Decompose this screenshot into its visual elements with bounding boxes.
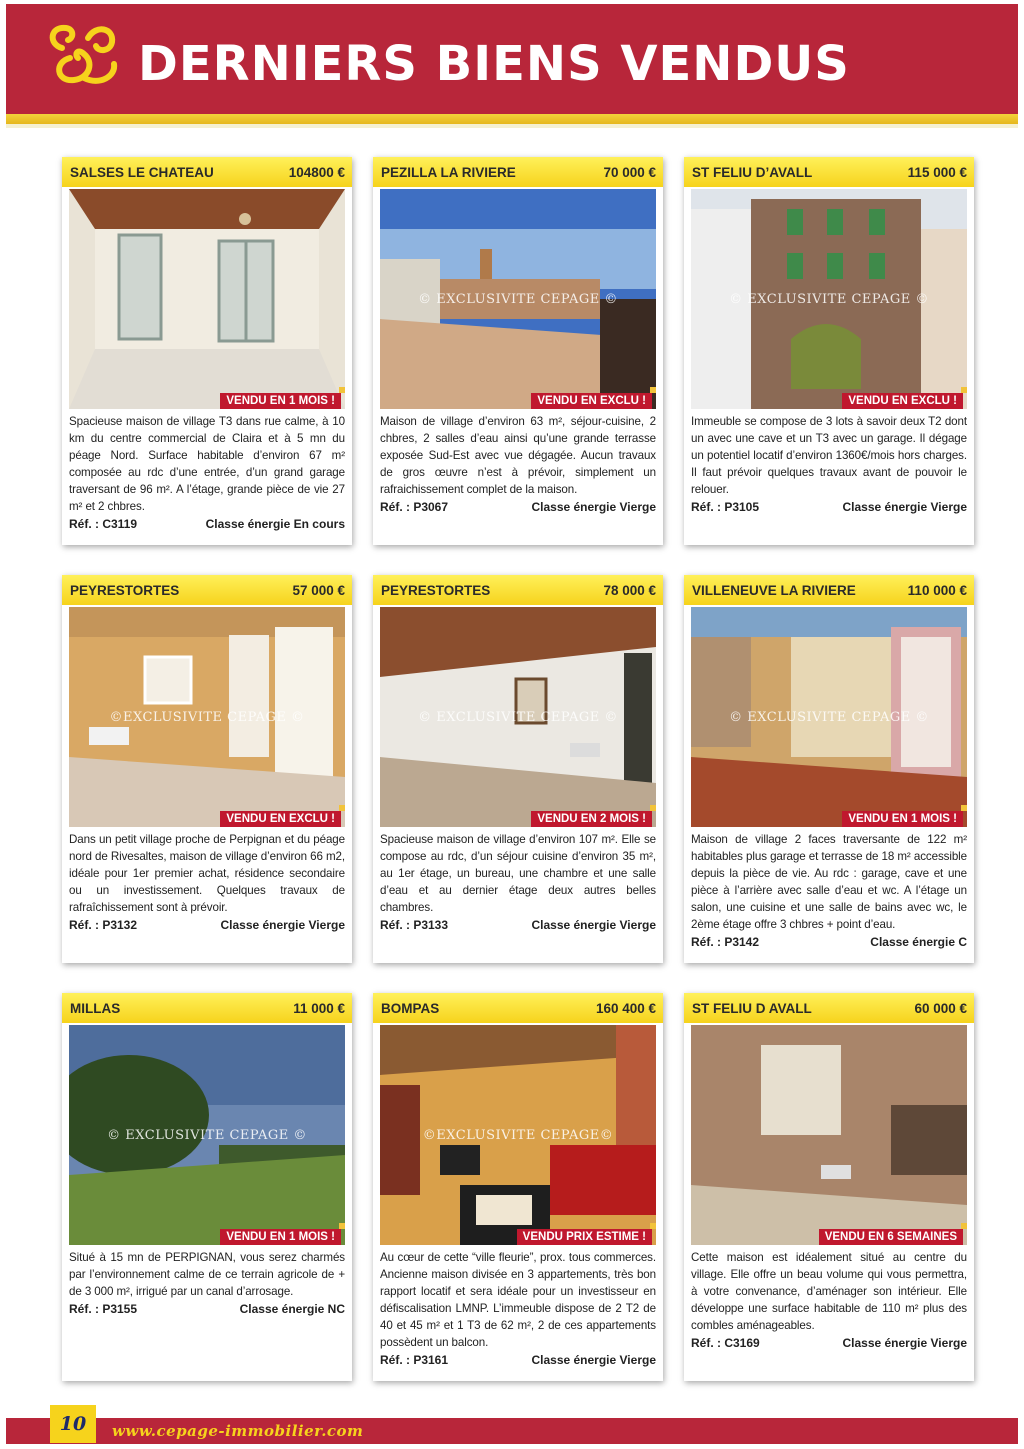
listing-price: 11 000 € xyxy=(293,1000,345,1016)
energy-class: Classe énergie En cours xyxy=(205,517,345,531)
page-number: 10 xyxy=(50,1405,96,1443)
listing-price: 57 000 € xyxy=(292,582,345,598)
listing-header xyxy=(684,575,974,605)
listing-reference: Réf. : P3105 xyxy=(691,500,760,514)
listing-price: 104800 € xyxy=(288,164,345,180)
listing-price: 60 000 € xyxy=(914,1000,967,1016)
listing-photo[interactable] xyxy=(691,189,967,409)
listing-photo[interactable] xyxy=(380,189,656,409)
listing-footer xyxy=(380,1353,656,1367)
listing-reference: Réf. : P3155 xyxy=(69,1302,138,1316)
energy-class: Classe énergie Vierge xyxy=(842,500,967,514)
listing-town: PEYRESTORTES xyxy=(70,582,180,598)
listing-description: Immeuble se compose de 3 lots à savoir deux T2 dont un avec une cave et un T3 avec un garage. Il dégage un potentiel locatif d’environ 1360€/mois hors charges. Il faut prévoir quelques travaux avant de pouvoir le relouer. xyxy=(691,415,967,496)
listing-reference: Réf. : C3119 xyxy=(69,517,138,531)
photo-watermark: © EXCLUSIVITE CEPAGE © xyxy=(729,292,929,307)
energy-class: Classe énergie Vierge xyxy=(531,500,656,514)
listing-header xyxy=(373,575,663,605)
listing-description: Spacieuse maison de village T3 dans rue calme, à 10 km du centre commercial de Claira et à 5 mn du péage Nord. Surface habitable d’environ 67 m² composée au rdc d’une entrée, d’un grand garage traversant de 96 m². A l’étage, grande pièce de vie 27 m² et 2 chbres. xyxy=(69,415,345,513)
listing-footer xyxy=(691,1336,967,1350)
listing-town: SALSES LE CHATEAU xyxy=(70,164,214,180)
photo-watermark: © EXCLUSIVITE CEPAGE © xyxy=(107,1128,307,1143)
listing-footer xyxy=(380,500,656,514)
listing-photo[interactable] xyxy=(69,189,345,409)
listing-photo[interactable] xyxy=(691,607,967,827)
listing-description: Dans un petit village proche de Perpignan et du péage nord de Rivesaltes, maison de village d’environ 66 m2, idéale pour 1er premier achat, résidence secondaire ou un investissement. Quelques travaux de rafraîchissement sont à prévoir. xyxy=(69,833,345,914)
energy-class: Classe énergie Vierge xyxy=(842,1336,967,1350)
listing-photo[interactable] xyxy=(69,1025,345,1245)
sold-badge: VENDU EN EXCLU ! xyxy=(531,393,652,409)
listing-photo[interactable] xyxy=(380,607,656,827)
listing-town: VILLENEUVE LA RIVIERE xyxy=(692,582,856,598)
listing-card[interactable] xyxy=(62,157,352,545)
listing-photo[interactable] xyxy=(69,607,345,827)
listing-card[interactable] xyxy=(373,993,663,1381)
cepage-logo-icon xyxy=(44,18,124,94)
listing-card[interactable] xyxy=(373,157,663,545)
energy-class: Classe énergie Vierge xyxy=(531,1353,656,1367)
listing-header xyxy=(62,157,352,187)
website-link[interactable]: www.cepage-immobilier.com xyxy=(112,1422,364,1440)
photo-watermark: © EXCLUSIVITE CEPAGE © xyxy=(418,710,618,725)
listing-header xyxy=(373,993,663,1023)
sold-badge: VENDU EN 1 MOIS ! xyxy=(220,1229,341,1245)
energy-class: Classe énergie NC xyxy=(239,1302,345,1316)
listing-header xyxy=(684,993,974,1023)
energy-class: Classe énergie Vierge xyxy=(531,918,656,932)
listing-header xyxy=(62,993,352,1023)
listing-footer xyxy=(691,935,967,949)
listing-footer xyxy=(69,918,345,932)
sold-badge: VENDU EN 1 MOIS ! xyxy=(220,393,341,409)
listing-photo[interactable] xyxy=(380,1025,656,1245)
energy-class: Classe énergie Vierge xyxy=(220,918,345,932)
listing-town: PEZILLA LA RIVIERE xyxy=(381,164,516,180)
listing-town: PEYRESTORTES xyxy=(381,582,491,598)
listing-town: ST FELIU D’AVALL xyxy=(692,164,813,180)
listing-town: MILLAS xyxy=(70,1000,121,1016)
listing-photo[interactable] xyxy=(691,1025,967,1245)
listing-card[interactable] xyxy=(62,575,352,963)
listing-description: Maison de village 2 faces traversante de 122 m² habitables plus garage et terrasse de 18 m² accessible depuis la pièce de vie. Au rdc : garage, cave et une pièce à l’arrière avec salle d’eau et wc. A l’étage un salon, une cuisine et une salle de bains avec wc, le 2ème étage offre 3 chbres + point d’eau. xyxy=(691,833,967,931)
sold-badge: VENDU EN 6 SEMAINES xyxy=(819,1229,963,1245)
sold-badge: VENDU EN EXCLU ! xyxy=(220,811,341,827)
listing-town: ST FELIU D AVALL xyxy=(692,1000,812,1016)
photo-watermark: ©EXCLUSIVITE CEPAGE© xyxy=(422,1128,614,1143)
property-photo-image xyxy=(69,189,345,409)
listing-card[interactable] xyxy=(684,575,974,963)
listing-header xyxy=(62,575,352,605)
header-divider xyxy=(6,124,1018,128)
listing-header xyxy=(373,157,663,187)
listing-reference: Réf. : P3133 xyxy=(380,918,449,932)
listing-card[interactable] xyxy=(373,575,663,963)
page-header xyxy=(6,4,1018,114)
page-title: DERNIERS BIENS VENDUS xyxy=(138,36,850,92)
listing-reference: Réf. : P3161 xyxy=(380,1353,449,1367)
sold-badge: VENDU EN EXCLU ! xyxy=(842,393,963,409)
listing-description: Spacieuse maison de village d’environ 107 m². Elle se compose au rdc, d’un séjour cuisine d’environ 35 m², au 1er étage, un bureau, une chambre et une salle d’eau et au dernier étage deux autres belles chambres. xyxy=(380,833,656,914)
listing-footer xyxy=(69,1302,345,1316)
listing-price: 78 000 € xyxy=(603,582,656,598)
photo-watermark: © EXCLUSIVITE CEPAGE © xyxy=(418,292,618,307)
photo-watermark: ©EXCLUSIVITE CEPAGE © xyxy=(109,710,305,725)
listing-description: Cette maison est idéalement situé au centre du village. Elle offre un beau volume qui vous permettra, à votre convenance, d’aménager son intérieur. Elle développe une surface habitable de 110 m² plus des combles aménageables. xyxy=(691,1251,967,1332)
listing-description: Maison de village d’environ 63 m², séjour-cuisine, 2 chbres, 2 salles d’eau ainsi qu’une grande terrasse exposée Sud-Est avec vue dégagée. Aucun travaux de gros œuvre n’est à prévoir, simplement un rafraichissement complet de la maison. xyxy=(380,415,656,496)
sold-badge: VENDU PRIX ESTIME ! xyxy=(517,1229,652,1245)
listing-header xyxy=(684,157,974,187)
sold-badge: VENDU EN 1 MOIS ! xyxy=(842,811,963,827)
listing-card[interactable] xyxy=(684,157,974,545)
header-yellow-stripe xyxy=(6,114,1018,124)
listing-card[interactable] xyxy=(62,993,352,1381)
listing-price: 70 000 € xyxy=(603,164,656,180)
listing-reference: Réf. : P3067 xyxy=(380,500,449,514)
sold-badge: VENDU EN 2 MOIS ! xyxy=(531,811,652,827)
listing-footer xyxy=(69,517,345,531)
listing-description: Situé à 15 mn de PERPIGNAN, vous serez charmés par l’environnement calme de ce terrain agricole de + de 3 000 m², irrigué par un canal d’arrosage. xyxy=(69,1251,345,1298)
energy-class: Classe énergie C xyxy=(870,935,967,949)
listing-footer xyxy=(691,500,967,514)
listing-town: BOMPAS xyxy=(381,1000,440,1016)
listing-reference: Réf. : P3132 xyxy=(69,918,138,932)
photo-watermark: © EXCLUSIVITE CEPAGE © xyxy=(729,710,929,725)
listing-reference: Réf. : P3142 xyxy=(691,935,760,949)
listing-price: 115 000 € xyxy=(907,164,967,180)
listing-card[interactable] xyxy=(684,993,974,1381)
listing-price: 160 400 € xyxy=(595,1000,656,1016)
listing-reference: Réf. : C3169 xyxy=(691,1336,760,1350)
listing-price: 110 000 € xyxy=(907,582,967,598)
listing-footer xyxy=(380,918,656,932)
listing-description: Au cœur de cette “ville fleurie”, prox. tous commerces. Ancienne maison divisée en 3 appartements, très bon rapport locatif et sera idéale pour un investisseur en défiscalisation LMNP. L’immeuble dispose de 2 T2 de 40 et 45 m² et 1 T3 de 62 m², 2 de ces appartements possèdent un balcon. xyxy=(380,1251,656,1349)
property-photo-image xyxy=(691,1025,967,1245)
